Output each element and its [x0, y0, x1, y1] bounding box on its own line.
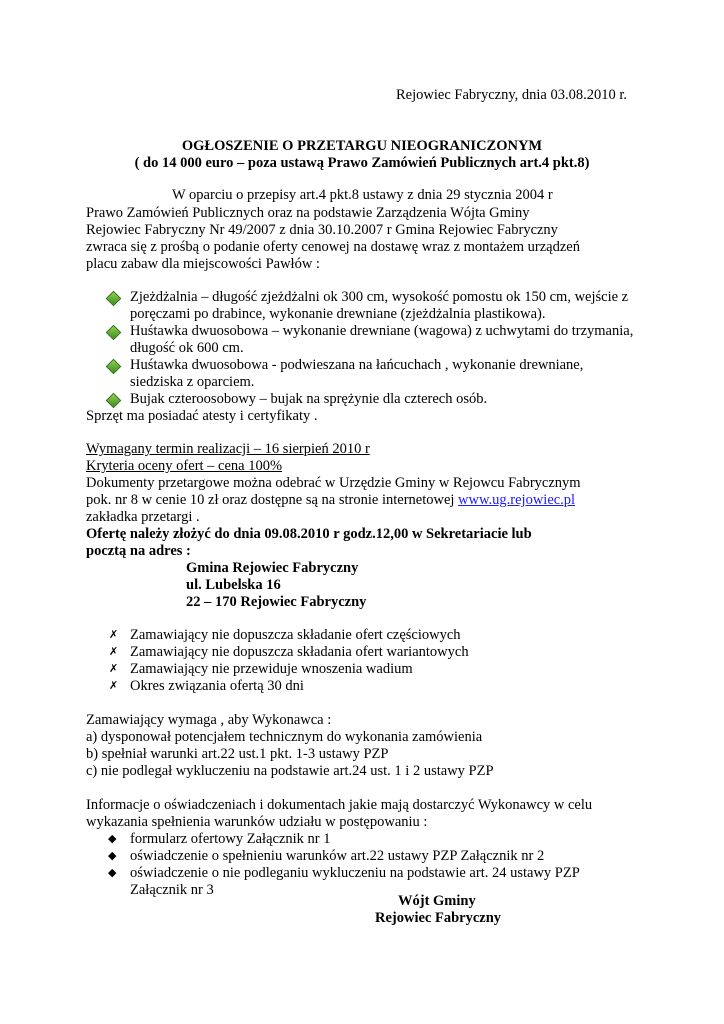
equipment-item-line: Huśtawka dwuosobowa – wykonanie drewniane (wagowa) z uchwytami do trzymania,	[130, 323, 634, 339]
equipment-item-line: Zjeżdżalnia – długość zjeżdżalni ok 300 cm, wysokość pomostu ok 150 cm, wejście z	[130, 289, 629, 305]
documents-line: zakładka przetargi .	[86, 509, 200, 525]
intro-line: zwraca się z prośbą o podanie oferty cenowej na dostawę wraz z montażem urządzeń	[86, 239, 580, 255]
cross-mark-icon: ✗	[109, 646, 119, 658]
intro-line: Rejowiec Fabryczny Nr 49/2007 z dnia 30.10.2007 r Gmina Rejowiec Fabryczny	[86, 222, 558, 238]
submission-line: Ofertę należy złożyć do dnia 09.08.2010 r godz.12,00 w Sekretariacie lub	[86, 526, 532, 542]
documents-text: pok. nr 8 w cenie 10 zł oraz dostępne są na stronie internetowej	[86, 492, 459, 508]
intro-line: Prawo Zamówień Publicznych oraz na podstawie Zarządzenia Wójta Gminy	[86, 205, 530, 221]
cross-mark-icon: ✗	[109, 663, 119, 675]
cross-mark-icon: ✗	[109, 680, 119, 692]
green-diamond-icon	[106, 325, 122, 341]
black-diamond-icon: ◆	[108, 833, 117, 845]
website-link[interactable]: www.ug.rejowiec.pl	[458, 492, 576, 508]
equipment-item-line: siedziska z oparciem.	[130, 374, 255, 390]
intro-line: W oparciu o przepisy art.4 pkt.8 ustawy z dnia 29 stycznia 2004 r	[172, 187, 553, 203]
equipment-item-line: Bujak czteroosobowy – bujak na sprężynie dla czterech osób.	[130, 391, 488, 407]
info-line: Informacje o oświadczeniach i dokumentach jakie mają dostarczyć Wykonawcy w celu	[86, 797, 593, 813]
place-date: Rejowiec Fabryczny, dnia 03.08.2010 r.	[396, 87, 628, 103]
intro-line: placu zabaw dla miejscowości Pawłów :	[86, 256, 320, 272]
condition-item: Zamawiający nie dopuszcza składanie ofert częściowych	[130, 627, 461, 643]
requirement-item: b) spełniał warunki art.22 ust.1 pkt. 1-3 ustawy PZP	[86, 746, 389, 762]
info-item: oświadczenie o spełnieniu warunków art.22 ustawy PZP Załącznik nr 2	[130, 848, 545, 864]
black-diamond-icon: ◆	[108, 867, 117, 879]
submission-line: pocztą na adres :	[86, 543, 191, 559]
title-line-1: OGŁOSZENIE O PRZETARGU NIEOGRANICZONYM	[181, 138, 543, 154]
address-line: ul. Lubelska 16	[186, 577, 281, 593]
certificates-note: Sprzęt ma posiadać atesty i certyfikaty .	[86, 408, 318, 424]
requirement-item: a) dysponował potencjałem technicznym do wykonania zamówienia	[86, 729, 483, 745]
condition-item: Zamawiający nie dopuszcza składania ofert wariantowych	[130, 644, 469, 660]
equipment-item-line: długość ok 600 cm.	[130, 340, 244, 356]
info-line: wykazania spełnienia warunków udziału w postępowaniu :	[86, 814, 428, 830]
green-diamond-icon	[106, 359, 122, 375]
condition-item: Okres związania ofertą 30 dni	[130, 678, 304, 694]
green-diamond-icon	[106, 291, 122, 307]
signature-title: Wójt Gminy	[398, 893, 476, 909]
signature-name: Rejowiec Fabryczny	[375, 910, 502, 926]
title-line-2: ( do 14 000 euro – poza ustawą Prawo Zamówień Publicznych art.4 pkt.8)	[134, 155, 590, 171]
requirement-item: c) nie podlegał wykluczeniu na podstawie art.24 ust. 1 i 2 ustawy PZP	[86, 763, 494, 779]
equipment-item-line: poręczami po drabince, wykonanie drewniane (zjeżdżalnia plastikowa).	[130, 306, 546, 322]
equipment-item-line: Huśtawka dwuosobowa - podwieszana na łańcuchach , wykonanie drewniane,	[130, 357, 584, 373]
black-diamond-icon: ◆	[108, 850, 117, 862]
requirements-intro: Zamawiający wymaga , aby Wykonawca :	[86, 712, 332, 728]
documents-line: Dokumenty przetargowe można odebrać w Urzędzie Gminy w Rejowcu Fabrycznym	[86, 475, 581, 491]
criteria: Kryteria oceny ofert – cena 100%	[86, 458, 283, 474]
deadline: Wymagany termin realizacji – 16 sierpień 2010 r	[86, 441, 370, 457]
cross-mark-icon: ✗	[109, 629, 119, 641]
address-line: 22 – 170 Rejowiec Fabryczny	[186, 594, 367, 610]
info-item: formularz ofertowy Załącznik nr 1	[130, 831, 331, 847]
address-line: Gmina Rejowiec Fabryczny	[186, 560, 359, 576]
documents-line	[86, 492, 575, 509]
info-item-continuation: Załącznik nr 3	[130, 882, 214, 898]
condition-item: Zamawiający nie przewiduje wnoszenia wadium	[130, 661, 413, 677]
info-item: oświadczenie o nie podleganiu wykluczeniu na podstawie art. 24 ustawy PZP	[130, 865, 580, 881]
green-diamond-icon	[106, 393, 122, 409]
